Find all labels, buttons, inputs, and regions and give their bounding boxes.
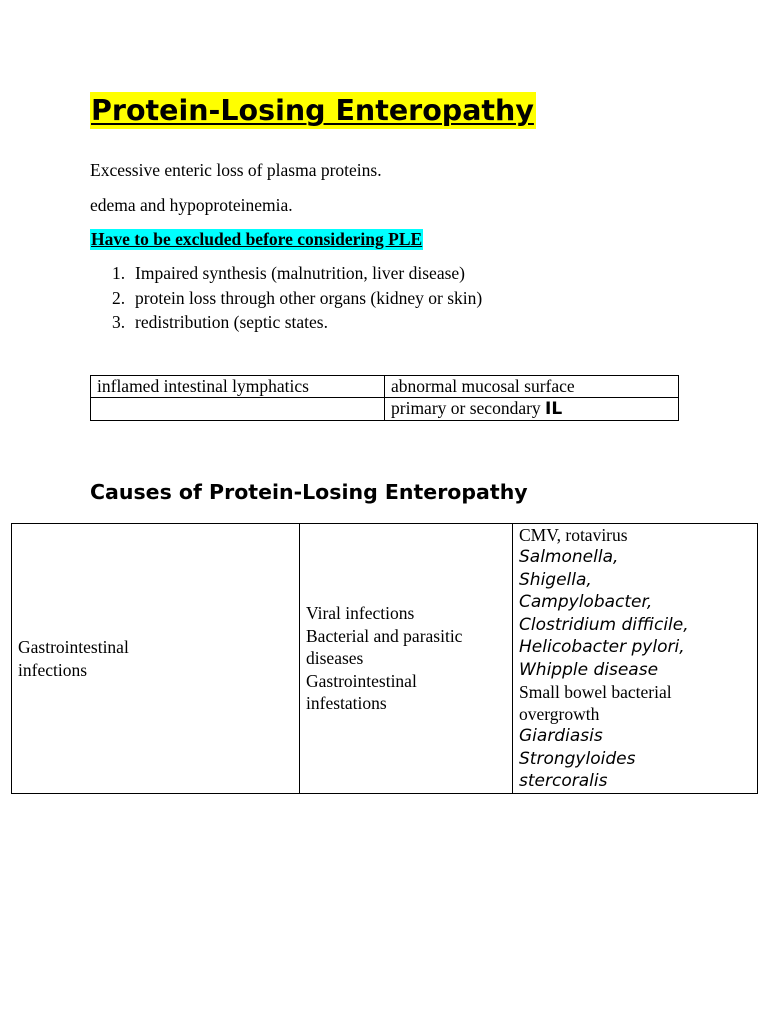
list-item xyxy=(90,288,482,313)
list-item-text: redistribution (septic states. xyxy=(135,312,328,332)
list-item xyxy=(90,312,482,337)
list-item-text: Impaired synthesis (malnutrition, liver disease) xyxy=(135,263,465,283)
infection-type-line: Gastrointestinal xyxy=(306,670,417,691)
causes-table xyxy=(11,523,758,794)
exclusion-list xyxy=(90,263,482,337)
infection-type-line: Viral infections xyxy=(306,603,415,624)
pathogen-name: Clostridium difficile, xyxy=(519,614,689,635)
section-title: Causes of Protein-Losing Enteropathy xyxy=(90,480,528,504)
table-row xyxy=(12,524,758,794)
pathogens-cell xyxy=(513,524,758,794)
pathogen-name: Whipple disease xyxy=(519,659,659,680)
table-cell xyxy=(91,398,385,421)
definition-text: Excessive enteric loss of plasma proteins. xyxy=(90,160,382,180)
parasite-name: Strongyloides xyxy=(519,748,636,769)
category-line: Gastrointestinal xyxy=(18,637,129,657)
pathogen-name: Shigella, xyxy=(519,569,592,590)
infection-type-line: Bacterial and parasitic xyxy=(306,625,463,646)
table-cell: inflamed intestinal lymphatics xyxy=(91,376,385,398)
infection-type-line: diseases xyxy=(306,648,364,669)
list-item-number: 1. xyxy=(112,263,126,283)
pathogen-name: Campylobacter, xyxy=(519,592,653,613)
table-row xyxy=(91,398,679,421)
table-row xyxy=(91,376,679,398)
parasite-name: Giardiasis xyxy=(519,726,603,747)
pathogen-name: Salmonella, xyxy=(519,547,619,568)
category-cell xyxy=(12,524,300,794)
pathogen-name: Helicobacter pylori, xyxy=(519,637,685,658)
parasite-name: stercoralis xyxy=(519,771,608,792)
list-item xyxy=(90,263,482,288)
overgrowth-text: Small bowel bacterial xyxy=(519,682,672,703)
infection-type-line: infestations xyxy=(306,693,387,714)
symptoms-text: edema and hypoproteinemia. xyxy=(90,195,293,215)
list-item-number: 3. xyxy=(112,312,126,332)
overgrowth-text: overgrowth xyxy=(519,704,600,725)
table-cell: abnormal mucosal surface xyxy=(385,376,679,398)
list-item-number: 2. xyxy=(112,287,126,308)
page-title: Protein-Losing Enteropathy xyxy=(91,94,534,127)
lymphatics-table xyxy=(90,375,679,421)
infection-types-cell xyxy=(300,524,513,794)
category-line: infections xyxy=(18,659,88,680)
viral-agents: CMV, rotavirus xyxy=(519,525,628,546)
table-cell xyxy=(385,398,679,421)
exclusion-heading: Have to be excluded before considering PLE xyxy=(91,229,423,249)
list-item-text: protein loss through other organs (kidney or skin) xyxy=(135,287,483,308)
table-cell-abbreviation: IL xyxy=(545,399,563,419)
table-cell-text: primary or secondary xyxy=(391,398,546,418)
